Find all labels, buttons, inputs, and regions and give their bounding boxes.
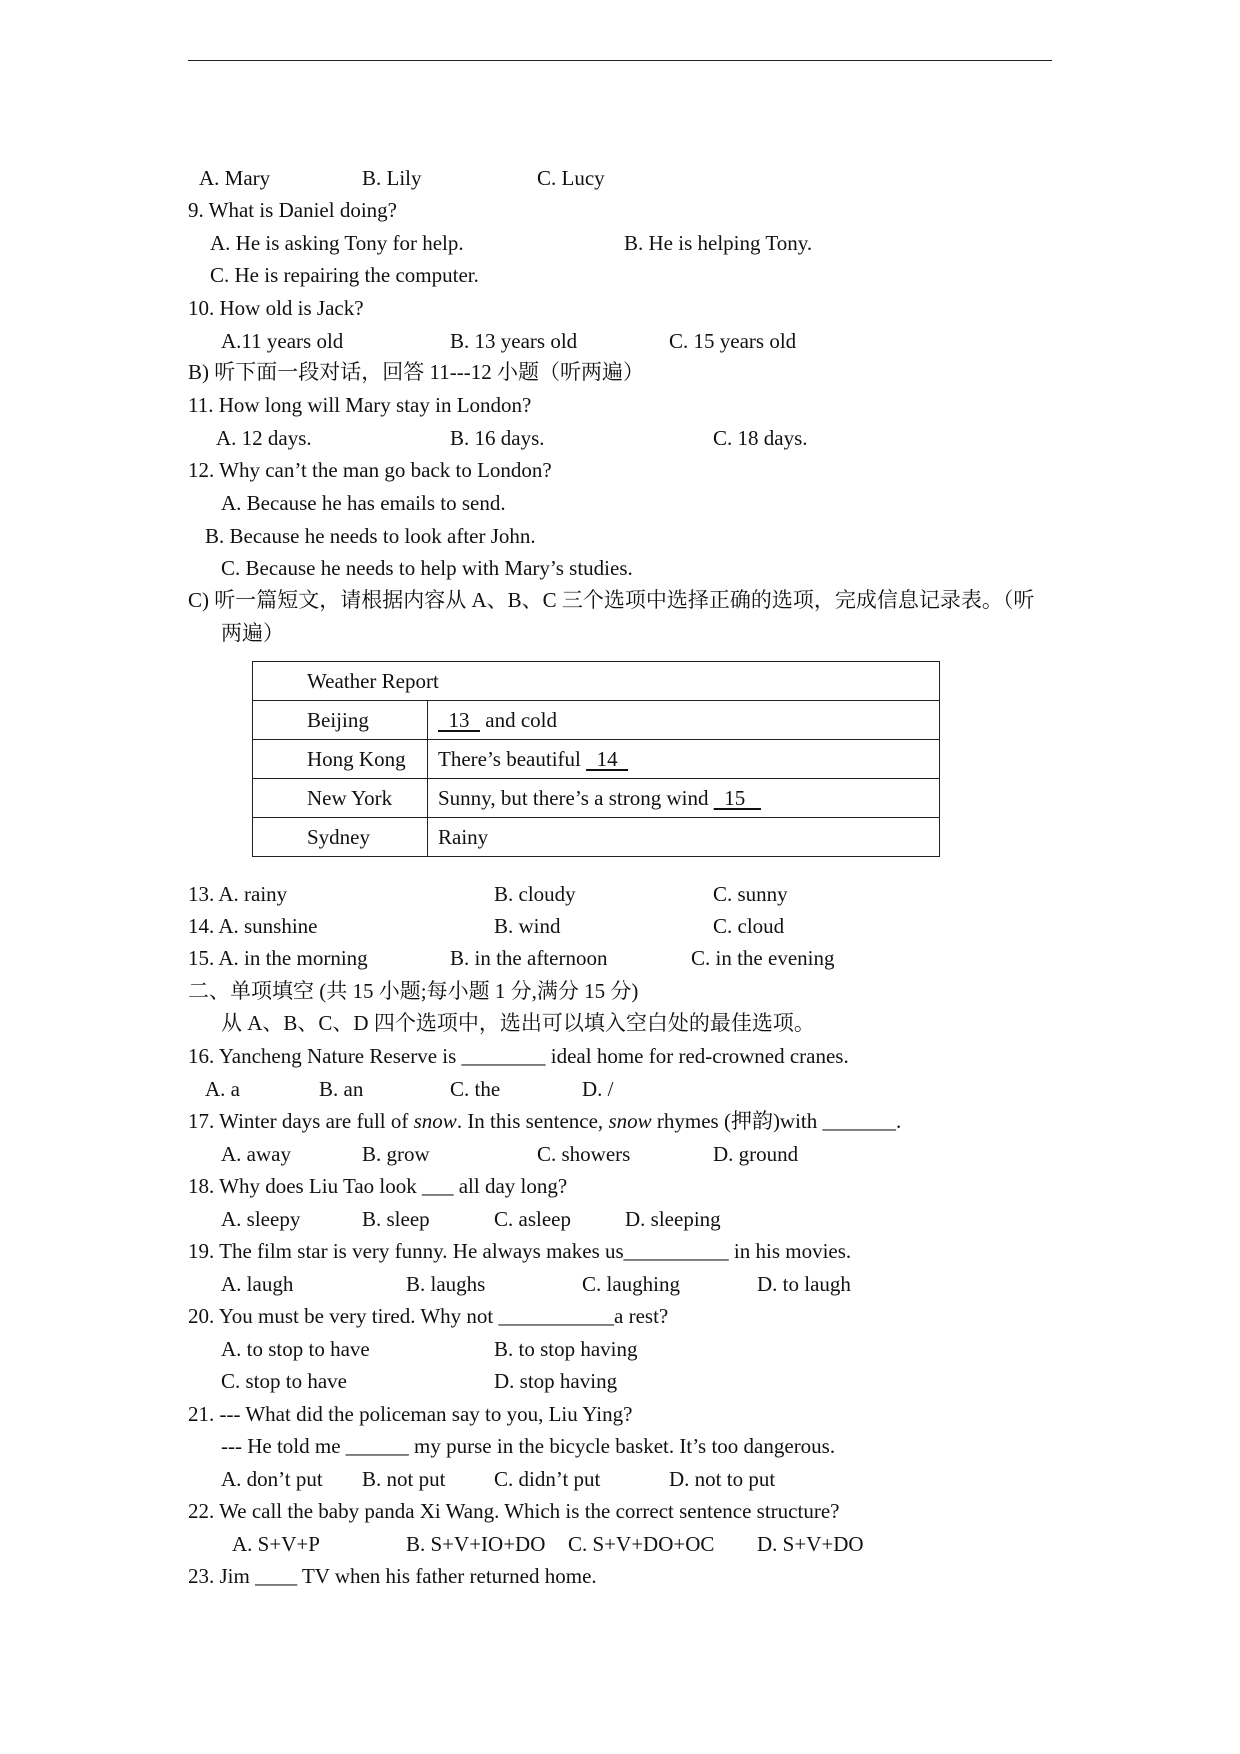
q12-option-c: C. Because he needs to help with Mary’s studies.: [221, 556, 633, 580]
table-row: [253, 701, 940, 740]
q14-option-c: C. cloud: [713, 914, 785, 938]
q8-option-c: C. Lucy: [537, 166, 605, 190]
q9-option-c: C. He is repairing the computer.: [210, 263, 479, 287]
weather-cell: [428, 779, 940, 818]
blank-13: 13: [438, 707, 480, 732]
q11-option-a: A. 12 days.: [216, 426, 312, 450]
header-rule: [188, 60, 1052, 61]
q21-option-c: C. didn’t put: [494, 1467, 601, 1491]
q20-option-a: A. to stop to have: [221, 1337, 370, 1361]
q8-option-b: B. Lily: [362, 166, 422, 190]
q11-stem: 11. How long will Mary stay in London?: [188, 393, 532, 417]
table-header: Weather Report: [253, 662, 940, 701]
q23-stem: 23. Jim ____ TV when his father returned home.: [188, 1564, 597, 1588]
q21-reply: --- He told me ______ my purse in the bicycle basket. It’s too dangerous.: [221, 1434, 836, 1458]
q17-text: 17. Winter days are full of: [188, 1109, 414, 1133]
q9-stem: 9. What is Daniel doing?: [188, 198, 397, 222]
q21-option-d: D. not to put: [669, 1467, 776, 1491]
q20-option-d: D. stop having: [494, 1369, 618, 1393]
city-cell: Hong Kong: [253, 740, 428, 779]
q18-option-a: A. sleepy: [221, 1207, 301, 1231]
q17-option-a: A. away: [221, 1142, 291, 1166]
q20-stem: 20. You must be very tired. Why not ___________a rest?: [188, 1304, 669, 1328]
weather-cell: [428, 740, 940, 779]
weather-report-table: [252, 661, 940, 857]
q21-option-b: B. not put: [362, 1467, 446, 1491]
q21-stem: 21. --- What did the policeman say to you, Liu Ying?: [188, 1402, 633, 1426]
q22-option-a: A. S+V+P: [232, 1532, 320, 1556]
q19-option-c: C. laughing: [582, 1272, 680, 1296]
q20-option-b: B. to stop having: [494, 1337, 638, 1361]
q19-option-d: D. to laugh: [757, 1272, 851, 1296]
q11-option-b: B. 16 days.: [450, 426, 545, 450]
q8-option-a: A. Mary: [199, 166, 271, 190]
q10-option-c: C. 15 years old: [669, 329, 797, 353]
q13-option-c: C. sunny: [713, 882, 788, 906]
q18-option-c: C. asleep: [494, 1207, 571, 1231]
q19-stem: 19. The film star is very funny. He always makes us__________ in his movies.: [188, 1239, 852, 1263]
weather-cell: [428, 701, 940, 740]
q16-option-b: B. an: [319, 1077, 364, 1101]
q22-option-d: D. S+V+DO: [757, 1532, 864, 1556]
q12-option-a: A. Because he has emails to send.: [221, 491, 506, 515]
q10-option-a: A.11 years old: [221, 329, 344, 353]
q20-option-c: C. stop to have: [221, 1369, 347, 1393]
q16-option-a: A. a: [205, 1077, 240, 1101]
q19-option-a: A. laugh: [221, 1272, 294, 1296]
q22-option-b: B. S+V+IO+DO: [406, 1532, 546, 1556]
city-cell: Beijing: [253, 701, 428, 740]
q12-stem: 12. Why can’t the man go back to London?: [188, 458, 552, 482]
q21-option-a: A. don’t put: [221, 1467, 323, 1491]
q10-stem: 10. How old is Jack?: [188, 296, 364, 320]
q12-option-b: B. Because he needs to look after John.: [205, 524, 536, 548]
weather-text: and cold: [480, 707, 557, 732]
section-c-heading: C) 听一篇短文，请根据内容从 A、B、C 三个选项中选择正确的选项，完成信息记录表。（听: [188, 588, 1035, 612]
table-row: [253, 818, 940, 857]
q15-option-b: B. in the afternoon: [450, 946, 608, 970]
part2-title: 二、单项填空 (共 15 小题;每小题 1 分,满分 15 分): [188, 979, 639, 1003]
q14-option-a: 14. A. sunshine: [188, 914, 318, 938]
q18-option-d: D. sleeping: [625, 1207, 721, 1231]
section-c-heading-cont: 两遍）: [221, 621, 284, 645]
q16-option-d: D. /: [582, 1077, 614, 1101]
q15-option-a: 15. A. in the morning: [188, 946, 368, 970]
q17-option-b: B. grow: [362, 1142, 430, 1166]
q17-italic-word: snow: [413, 1109, 457, 1133]
city-cell: New York: [253, 779, 428, 818]
q19-option-b: B. laughs: [406, 1272, 486, 1296]
q17-stem: [188, 1111, 901, 1132]
q10-option-b: B. 13 years old: [450, 329, 578, 353]
q11-option-c: C. 18 days.: [713, 426, 808, 450]
q17-text: rhymes (押韵)with _______.: [651, 1109, 902, 1133]
q15-option-c: C. in the evening: [691, 946, 835, 970]
weather-text: Sunny, but there’s a strong wind: [438, 785, 714, 810]
blank-15: 15: [713, 785, 761, 810]
q14-option-b: B. wind: [494, 914, 561, 938]
table-row: [253, 662, 940, 701]
weather-text: There’s beautiful: [438, 746, 587, 771]
q17-text: . In this sentence,: [456, 1109, 609, 1133]
q9-option-a: A. He is asking Tony for help.: [210, 231, 464, 255]
part2-instruction: 从 A、B、C、D 四个选项中，选出可以填入空白处的最佳选项。: [221, 1011, 815, 1035]
q16-stem: 16. Yancheng Nature Reserve is ________ ideal home for red-crowned cranes.: [188, 1044, 849, 1068]
table-row: [253, 740, 940, 779]
q17-option-c: C. showers: [537, 1142, 631, 1166]
weather-cell: Rainy: [428, 818, 940, 857]
q18-stem: 18. Why does Liu Tao look ___ all day long?: [188, 1174, 568, 1198]
q22-option-c: C. S+V+DO+OC: [568, 1532, 715, 1556]
section-b-heading: B) 听下面一段对话，回答 11---12 小题（听两遍）: [188, 360, 644, 384]
q17-option-d: D. ground: [713, 1142, 799, 1166]
q13-option-b: B. cloudy: [494, 882, 576, 906]
table-row: [253, 779, 940, 818]
q17-italic-word: snow: [608, 1109, 652, 1133]
q16-option-c: C. the: [450, 1077, 501, 1101]
city-cell: Sydney: [253, 818, 428, 857]
q18-option-b: B. sleep: [362, 1207, 430, 1231]
q13-option-a: 13. A. rainy: [188, 882, 288, 906]
q22-stem: 22. We call the baby panda Xi Wang. Which is the correct sentence structure?: [188, 1499, 840, 1523]
q9-option-b: B. He is helping Tony.: [624, 231, 813, 255]
blank-14: 14: [586, 746, 629, 771]
